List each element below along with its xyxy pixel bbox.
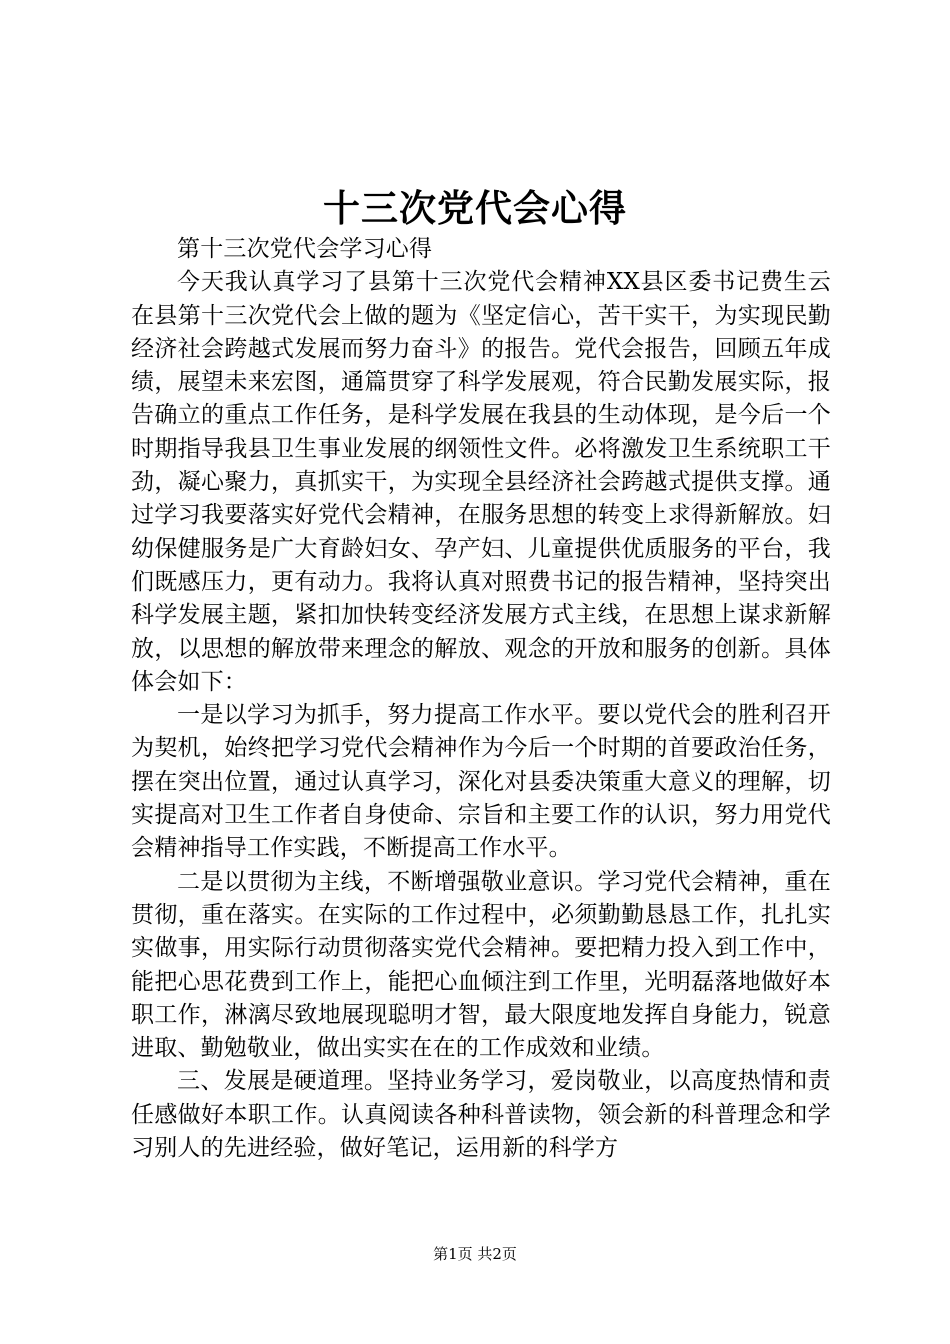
document-body: [131, 233, 831, 1165]
page-number-footer: 第1页 共2页: [433, 1245, 517, 1263]
paragraph-point-two: 二是以贯彻为主线，不断增强敬业意识。学习党代会精神，重在贯彻，重在落实。在实际的工作过程中，必须勤勤恳恳工作，扎扎实实做事，用实际行动贯彻落实党代会精神。要把精力投入到工作中，能把心思花费到工作上，能把心血倾注到工作里，光明磊落地做好本职工作，淋漓尽致地展现聪明才智，最大限度地发挥自身能力，锐意进取、勤勉敬业，做出实实在在的工作成效和业绩。: [131, 868, 831, 1062]
paragraph-subtitle: 第十三次党代会学习心得: [177, 236, 433, 262]
paragraph-point-three: 三、发展是硬道理。坚持业务学习，爱岗敬业，以高度热情和责任感做好本职工作。认真阅读各种科普读物，领会新的科普理念和学习别人的先进经验，做好笔记，运用新的科学方: [131, 1068, 831, 1162]
paragraph-intro: 今天我认真学习了县第十三次党代会精神XX县区委书记费生云在县第十三次党代会上做的题为《坚定信心，苦干实干，为实现民勤经济社会跨越式发展而努力奋斗》的报告。党代会报告，回顾五年成绩，展望未来宏图，通篇贯穿了科学发展观，符合民勤发展实际，报告确立的重点工作任务，是科学发展在我县的生动体现，是今后一个时期指导我县卫生事业发展的纲领性文件。必将激发卫生系统职工干劲，凝心聚力，真抓实干，为实现全县经济社会跨越式提供支撑。通过学习我要落实好党代会精神，在服务思想的转变上求得新解放。妇幼保健服务是广大育龄妇女、孕产妇、儿童提供优质服务的平台，我们既感压力，更有动力。我将认真对照费书记的报告精神，坚持突出科学发展主题，紧扣加快转变经济发展方式主线，在思想上谋求新解放，以思想的解放带来理念的解放、观念的开放和服务的创新。具体体会如下：: [131, 269, 831, 695]
document-title: 十三次党代会心得: [323, 186, 627, 230]
paragraph-point-one: 一是以学习为抓手，努力提高工作水平。要以党代会的胜利召开为契机，始终把学习党代会精神作为今后一个时期的首要政治任务，摆在突出位置，通过认真学习，深化对县委决策重大意义的理解，切实提高对卫生工作者自身使命、宗旨和主要工作的认识，努力用党代会精神指导工作实践，不断提高工作水平。: [131, 702, 831, 862]
